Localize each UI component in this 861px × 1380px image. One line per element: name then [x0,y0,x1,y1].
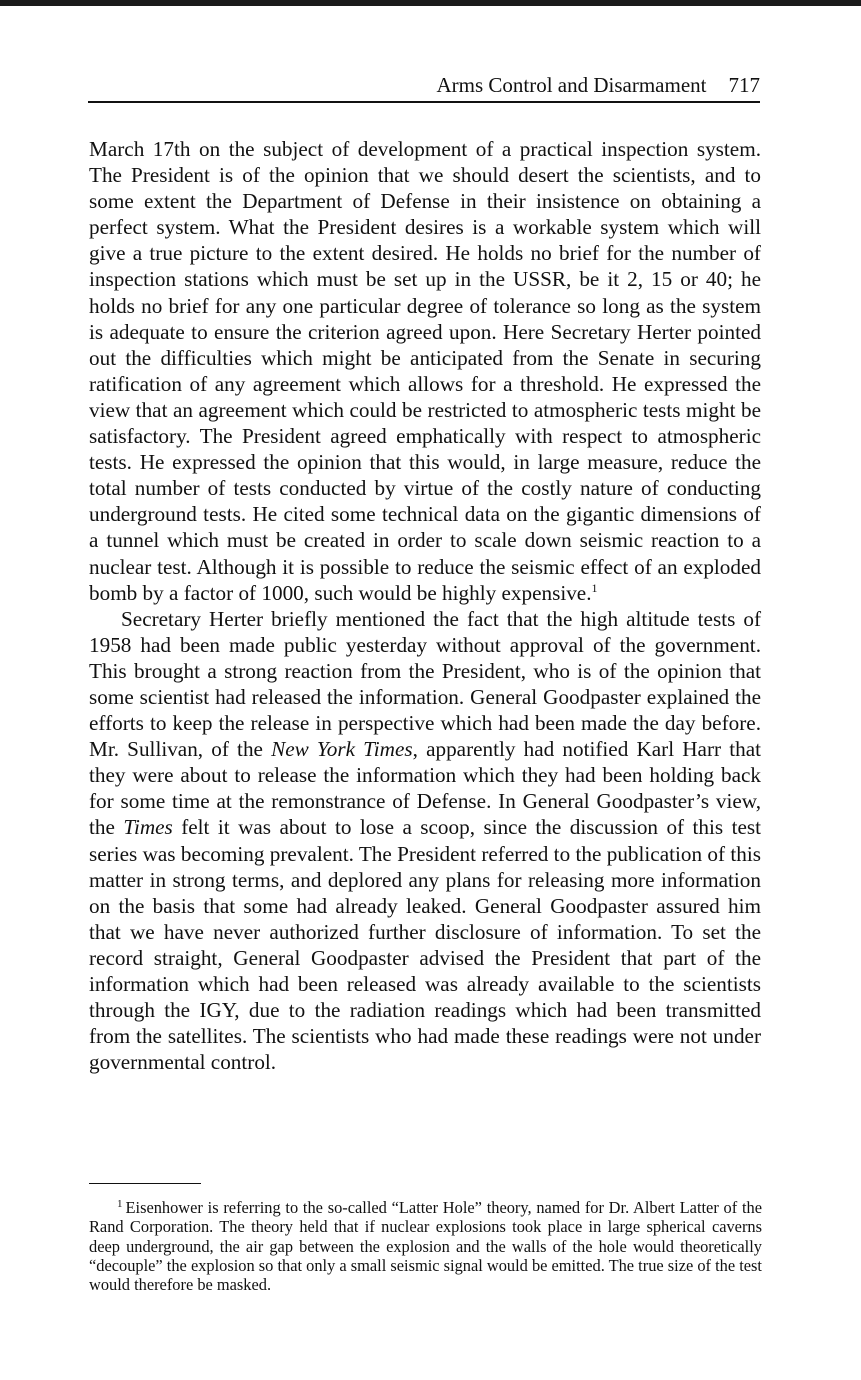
paragraph-2 [89,606,761,1076]
footnote-text: Eisenhower is referring to the so-called “Latter Hole” theory, named for Dr. Albert Latter of the Rand Corporation. The theory held that if nuclear explosions took place in large spherical caverns deep underground, the air gap between the explosion and the walls of the hole would theoretically “decouple” the explosion so that only a small seismic signal would be emitted. The true size of the test would therefore be masked. [89,1198,762,1295]
body-text [89,136,761,1075]
footnote [89,1198,762,1294]
paragraph-1-text: March 17th on the subject of development of a practical inspection system. The President is of the opinion that we should desert the scientists, and to some extent the Department of Defense in their insistence on obtaining a perfect system. What the President desires is a workable system which will give a true picture to the extent desired. He holds no brief for the number of inspection stations which must be set up in the USSR, be it 2, 15 or 40; he holds no brief for any one particular degree of tolerance so long as the system is adequate to ensure the criterion agreed upon. Here Secretary Herter pointed out the difficulties which might be anticipated from the Senate in securing ratification of any agreement which allows for a threshold. He expressed the view that an agreement which could be restricted to atmospheric tests might be satisfactory. The President agreed emphatically with respect to atmospheric tests. He expressed the opinion that this would, in large measure, reduce the total number of tests conducted by virtue of the costly nature of conducting underground tests. He cited some technical data on the gigantic dimensions of a tunnel which must be created in order to scale down seismic reaction to a nuclear test. Although it is possible to reduce the seismic effect of an exploded bomb by a factor of 1000, such would be highly expensive. [89,137,761,605]
footnote-number: 1 [117,1197,123,1210]
scan-top-edge [0,0,861,6]
footnote-rule [89,1183,201,1184]
page-number: 717 [728,73,760,97]
paragraph-2-text-b: , apparently had notified Karl Harr that they were about to release the information which they had been holding back for some time at the remonstrance of Defense. In General Goodpaster’s view, the [89,737,761,840]
header-rule [88,101,760,103]
footnote-reference: 1 [591,580,598,595]
paragraph-2-text-c: felt it was about to lose a scoop, since the discussion of this test series was becoming prevalent. The President referred to the publication of this matter in strong terms, and deplored any plans for releasing more information on the basis that some had already leaked. General Goodpaster assured him that we have never authorized further disclosure of information. To set the record straight, General Goodpaster advised the President that part of the information which had been released was already available to the scientists through the IGY, due to the radiation readings which had been transmitted from the satellites. The scientists who had made these readings were not under governmental control. [89,815,761,1075]
publication-title-times: Times [123,815,173,840]
publication-title-nyt: New York Times [271,737,413,762]
paragraph-2-text-a: Secretary Herter briefly mentioned the fact that the high altitude tests of 1958 had been made public yesterday without approval of the government. This brought a strong reaction from the President, who is of the opinion that some scientist had released the information. General Goodpaster explained the efforts to keep the release in perspective which had been made the day before. Mr. Sullivan, of the [89,606,761,762]
running-header [88,70,760,100]
running-title: Arms Control and Disarmament [436,73,707,97]
paragraph-1 [89,136,761,606]
